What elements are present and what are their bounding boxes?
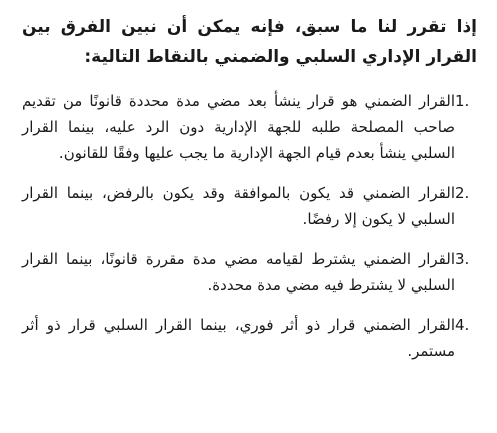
item-text: القرار الضمني قرار ذو أثر فوري، بينما القرار السلبي قرار ذو أثر مستمر. <box>22 316 455 360</box>
differences-list <box>22 88 477 364</box>
item-text: القرار الضمني قد يكون بالموافقة وقد يكون بالرفض، بينما القرار السلبي لا يكون إلا رفضًا. <box>22 184 455 228</box>
item-number: 1. <box>455 92 470 110</box>
item-text: القرار الضمني يشترط لقيامه مضي مدة مقررة قانونًا، بينما القرار السلبي لا يشترط فيه مضي مدة محددة. <box>22 250 455 294</box>
item-text: القرار الضمني هو قرار ينشأ بعد مضي مدة محددة قانونًا من تقديم صاحب المصلحة طلبه للجهة الإدارية دون الرد عليه، بينما القرار السلبي ينشأ بعدم قيام الجهة الإدارية ما يجب عليها وفقًا للقانون. <box>22 92 455 162</box>
list-item <box>22 88 477 166</box>
item-number: 3. <box>455 250 470 268</box>
list-item <box>22 180 477 232</box>
list-item <box>22 312 477 364</box>
item-number: 2. <box>455 184 470 202</box>
intro-paragraph: إذا تقرر لنا ما سبق، فإنه يمكن أن نبين الفرق بين القرار الإداري السلبي والضمني بالنقاط التالية: <box>22 17 477 67</box>
list-item <box>22 246 477 298</box>
item-number: 4. <box>455 316 470 334</box>
